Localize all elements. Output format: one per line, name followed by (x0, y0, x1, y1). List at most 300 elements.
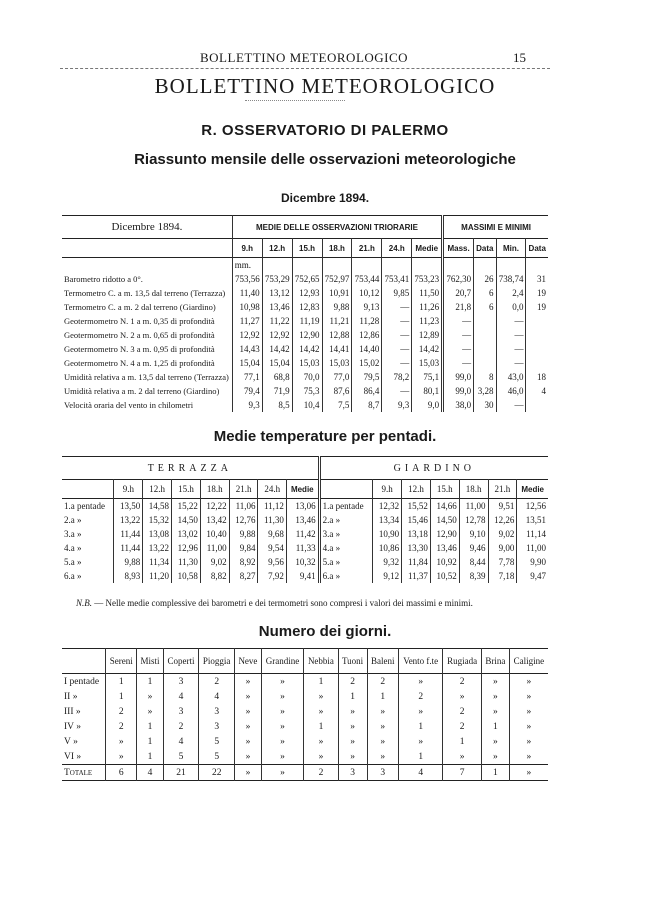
t3-cell: » (509, 719, 548, 734)
t2-terrazza-col: 15.h (172, 480, 201, 499)
t1-cell: — (382, 300, 412, 314)
t2-terrazza-cell: 9,02 (200, 555, 229, 569)
t1-cell: 12,90 (292, 328, 322, 342)
t1-cell: 7,5 (322, 398, 352, 412)
t1-cell: 8,5 (262, 398, 292, 412)
t3-cell: » (338, 734, 367, 749)
t1-cell: — (496, 314, 526, 328)
t1-label-header-blank (62, 239, 232, 258)
t1-row-label: Umidità relativa a m. 2 dal terreno (Giardino) (62, 384, 232, 398)
t2-terrazza-cell: 11,34 (143, 555, 172, 569)
t3-cell: 3 (163, 674, 198, 690)
t3-cell: » (482, 689, 510, 704)
t3-cell: 1 (137, 674, 164, 690)
t3-cell: 2 (443, 674, 482, 690)
t1-cell: 21,8 (443, 300, 474, 314)
t3-cell: 1 (304, 719, 338, 734)
t3-cell: » (443, 749, 482, 765)
t2-giardino-cell: 9,02 (488, 527, 517, 541)
t1-unit-empty (382, 258, 412, 273)
total-row (62, 765, 548, 781)
t2-giardino-col: 9.h (373, 480, 402, 499)
t2-terrazza-cell: 11,30 (172, 555, 201, 569)
t1-col-header: 18.h (322, 239, 352, 258)
t3-cell: 3 (199, 719, 235, 734)
t1-unit-empty (352, 258, 382, 273)
t2-terrazza-cell: 9,84 (229, 541, 258, 555)
t1-cell: 71,9 (262, 384, 292, 398)
running-header: BOLLETTINO METEOROLOGICO (200, 50, 409, 65)
t1-cell: 9,88 (322, 300, 352, 314)
t1-cell: 753,41 (382, 272, 412, 286)
t3-cell: 2 (367, 674, 399, 690)
t3-total-cell: 21 (163, 765, 198, 781)
t1-cell: — (443, 328, 474, 342)
t2-giardino-cell: 10,90 (373, 527, 402, 541)
t2-giardino-cell: 14,50 (430, 513, 459, 527)
t3-cell: » (443, 689, 482, 704)
t1-cell: 753,29 (262, 272, 292, 286)
t1-cell: 11,50 (412, 286, 443, 300)
t1-cell: 13,12 (262, 286, 292, 300)
t2-terrazza-col: 18.h (200, 480, 229, 499)
t1-cell: 10,91 (322, 286, 352, 300)
t1-cell: 6 (474, 286, 496, 300)
t1-unit-empty (443, 258, 474, 273)
t1-col-header: Data (474, 239, 496, 258)
t2-terrazza-cell: 13,22 (114, 513, 143, 527)
t2-terrazza-col: 9.h (114, 480, 143, 499)
t2-giardino-col: 18.h (459, 480, 488, 499)
t3-cell: » (399, 674, 443, 690)
t3-cell: » (261, 719, 304, 734)
t3-cell: » (304, 704, 338, 719)
t1-month-label: Dicembre 1894. (62, 216, 232, 239)
t2-terrazza-cell: 13,22 (143, 541, 172, 555)
t3-total-cell: 6 (106, 765, 137, 781)
t1-cell: 87,6 (322, 384, 352, 398)
t2-terrazza-cell: 9,56 (258, 555, 286, 569)
t3-cell: » (482, 704, 510, 719)
t2-giardino-cell: 7,18 (488, 569, 517, 583)
t2-giardino-cell: 11,14 (517, 527, 548, 541)
t1-cell (526, 342, 548, 356)
t1-cell: 79,4 (232, 384, 262, 398)
t3-total-label: Totale (62, 765, 106, 781)
table-row (62, 370, 548, 384)
t1-cell: — (496, 342, 526, 356)
t1-cell: 14,42 (412, 342, 443, 356)
t1-cell (474, 356, 496, 370)
t3-total-cell: » (261, 765, 304, 781)
t1-unit-blank (62, 258, 232, 273)
t1-cell: 12,92 (262, 328, 292, 342)
t2-terrazza-title: TERRAZZA (147, 462, 232, 474)
t2-terrazza-cell: 9,54 (258, 541, 286, 555)
t1-cell: 12,92 (232, 328, 262, 342)
t1-unit: mm. (232, 258, 262, 273)
t1-cell: — (382, 384, 412, 398)
t2-terrazza-cell: 8,92 (229, 555, 258, 569)
table-row (62, 328, 548, 342)
t2-giardino-cell: 11,37 (402, 569, 431, 583)
t3-cell: » (367, 704, 399, 719)
t3-cell: » (482, 749, 510, 765)
t1-cell: 3,28 (474, 384, 496, 398)
t2-terrazza-cell: 13,06 (286, 499, 319, 514)
t2-giardino-cell: 13,46 (430, 541, 459, 555)
t3-col-header: Neve (235, 649, 262, 674)
t2-terrazza-cell: 14,50 (172, 513, 201, 527)
t1-row-label: Termometro C. a m. 13,5 dal terreno (Terrazza) (62, 286, 232, 300)
table-row (62, 356, 548, 370)
t2-terrazza-cell: 13,42 (200, 513, 229, 527)
t3-cell: » (509, 704, 548, 719)
t1-cell: 2,4 (496, 286, 526, 300)
t2-terrazza-cell: 8,27 (229, 569, 258, 583)
t2-terrazza-cell: 15,22 (172, 499, 201, 514)
t3-row-label: IV » (62, 719, 106, 734)
t3-cell: » (235, 749, 262, 765)
t1-cell: 26 (474, 272, 496, 286)
t1-cell: 11,23 (412, 314, 443, 328)
t3-row-label: VI » (62, 749, 106, 765)
t1-cell: — (382, 314, 412, 328)
t3-col-header: Pioggia (199, 649, 235, 674)
table-row (62, 342, 548, 356)
t1-cell: 14,42 (292, 342, 322, 356)
t3-cell: 2 (443, 704, 482, 719)
t3-cell: 1 (106, 674, 137, 690)
t1-cell: 15,02 (352, 356, 382, 370)
t1-cell: 753,23 (412, 272, 443, 286)
t3-total-cell: 3 (338, 765, 367, 781)
t3-cell: 1 (137, 749, 164, 765)
section-pentadi: Medie temperature per pentadi. (213, 428, 437, 445)
t1-cell: 9,85 (382, 286, 412, 300)
section-giorni: Numero dei giorni. (258, 623, 392, 640)
t2-giardino-cell: 11,00 (517, 541, 548, 555)
header-rule (60, 68, 550, 69)
t3-cell: 4 (199, 689, 235, 704)
t1-unit-empty (262, 258, 292, 273)
t3-cell: » (399, 734, 443, 749)
t3-cell: 2 (106, 719, 137, 734)
t3-col-header: Misti (137, 649, 164, 674)
t1-row-label: Umidità relativa a m. 13,5 dal terreno (Terrazza) (62, 370, 232, 384)
note-prefix: N.B. (76, 598, 93, 608)
t1-cell: 753,44 (352, 272, 382, 286)
t3-cell: 1 (137, 719, 164, 734)
t1-cell: 8,7 (352, 398, 382, 412)
t1-cell (474, 342, 496, 356)
t2-giardino-cell: 13,34 (373, 513, 402, 527)
t3-cell: » (261, 689, 304, 704)
t1-cell: 11,27 (232, 314, 262, 328)
t1-col-header: 24.h (382, 239, 412, 258)
monthly-summary-table (62, 215, 548, 412)
t3-total-cell: » (509, 765, 548, 781)
t1-cell: 4 (526, 384, 548, 398)
t2-terrazza-cell: 13,50 (114, 499, 143, 514)
table-row (62, 734, 548, 749)
t3-total-cell: 3 (367, 765, 399, 781)
t3-cell: 1 (367, 689, 399, 704)
t2-row-label: 3.a » (62, 527, 114, 541)
t3-cell: 2 (399, 689, 443, 704)
t2-giardino-cell: 11,84 (402, 555, 431, 569)
t1-cell: — (382, 342, 412, 356)
t3-cell: » (338, 719, 367, 734)
t1-cell: 9,0 (412, 398, 443, 412)
t2-row-label: 2.a » (62, 513, 114, 527)
t2-terrazza-cell: 9,68 (258, 527, 286, 541)
t1-row-label: Geotermometro N. 2 a m. 0,65 di profondità (62, 328, 232, 342)
t2-terrazza-cell: 12,96 (172, 541, 201, 555)
t2-giardino-cell: 10,92 (430, 555, 459, 569)
t2-giardino-col: Medie (517, 480, 548, 499)
t1-cell: 14,41 (322, 342, 352, 356)
t3-cell: » (106, 749, 137, 765)
t1-cell: 31 (526, 272, 548, 286)
t3-cell: » (338, 704, 367, 719)
t3-cell: » (235, 734, 262, 749)
t3-cell: » (137, 704, 164, 719)
t1-cell: 14,42 (262, 342, 292, 356)
t3-cell: » (137, 689, 164, 704)
t3-cell: » (304, 689, 338, 704)
t2-terrazza-cell: 11,00 (200, 541, 229, 555)
t1-cell: 752,65 (292, 272, 322, 286)
t3-cell: » (367, 734, 399, 749)
t2-giardino-cell: 9,10 (459, 527, 488, 541)
t2-giardino-cell: 9,90 (517, 555, 548, 569)
subtitle: Riassunto mensile delle osservazioni meteorologiche (134, 151, 516, 168)
t2-terrazza-cell: 12,76 (229, 513, 258, 527)
t1-unit-empty (474, 258, 496, 273)
t1-col-header: Medie (412, 239, 443, 258)
table-row (62, 749, 548, 765)
t3-total-cell: 7 (443, 765, 482, 781)
t1-row-label: Velocità oraria del vento in chilometri (62, 398, 232, 412)
t2-row-label-giardino: 1.a pentade (319, 499, 373, 514)
t3-cell: 2 (443, 719, 482, 734)
t1-col-header: 21.h (352, 239, 382, 258)
t2-giardino-cell: 9,51 (488, 499, 517, 514)
t1-cell: 11,19 (292, 314, 322, 328)
t1-cell: 738,74 (496, 272, 526, 286)
t1-cell: 43,0 (496, 370, 526, 384)
t1-cell: 12,83 (292, 300, 322, 314)
t2-giardino-cell: 9,46 (459, 541, 488, 555)
t2-terrazza-cell: 8,82 (200, 569, 229, 583)
t3-cell: » (235, 689, 262, 704)
t2-terrazza-cell: 9,41 (286, 569, 319, 583)
t3-cell: 1 (482, 719, 510, 734)
t2-giardino-col: 21.h (488, 480, 517, 499)
t2-giardino-cell: 9,00 (488, 541, 517, 555)
t1-col-header: Data (526, 239, 548, 258)
pentad-table (62, 456, 548, 583)
t1-cell: 38,0 (443, 398, 474, 412)
table-row (62, 689, 548, 704)
t2-terrazza-cell: 11,44 (114, 527, 143, 541)
table-row (62, 527, 548, 541)
note-text: — Nelle medie complessive dei barometri e dei termometri sono compresi i valori dei massimi e minimi. (94, 598, 473, 608)
t1-cell: 14,40 (352, 342, 382, 356)
t1-cell: 14,43 (232, 342, 262, 356)
t1-col-header: 15.h (292, 239, 322, 258)
t2-terrazza-cell: 13,08 (143, 527, 172, 541)
t1-cell: 46,0 (496, 384, 526, 398)
t3-cell: » (106, 734, 137, 749)
t3-cell: » (509, 674, 548, 690)
t1-cell: 12,88 (322, 328, 352, 342)
t1-cell (526, 356, 548, 370)
t3-cell: 5 (163, 749, 198, 765)
t1-unit-empty (292, 258, 322, 273)
t1-group-medie: MEDIE DELLE OSSERVAZIONI TRIORARIE (255, 222, 418, 232)
t1-cell: 68,8 (262, 370, 292, 384)
t1-cell: 11,21 (322, 314, 352, 328)
t1-cell: 12,93 (292, 286, 322, 300)
t1-cell: — (443, 314, 474, 328)
t1-cell: 11,40 (232, 286, 262, 300)
t2-terrazza-cell: 9,88 (229, 527, 258, 541)
t1-cell: — (496, 398, 526, 412)
t1-cell: 753,56 (232, 272, 262, 286)
t3-cell: 1 (106, 689, 137, 704)
t3-cell: » (509, 689, 548, 704)
table-row (62, 541, 548, 555)
t1-cell (526, 398, 548, 412)
t3-cell: 2 (163, 719, 198, 734)
t2-row-label-giardino: 6.a » (319, 569, 373, 583)
t2-row-label-giardino: 2.a » (319, 513, 373, 527)
t1-cell: 6 (474, 300, 496, 314)
table-row (62, 704, 548, 719)
table-row (62, 272, 548, 286)
t3-row-label: III » (62, 704, 106, 719)
t2-terrazza-cell: 13,46 (286, 513, 319, 527)
t1-row-label: Barometro ridotto a 0°. (62, 272, 232, 286)
table-row (62, 384, 548, 398)
table-row (62, 398, 548, 412)
t1-unit-empty (526, 258, 548, 273)
t3-cell: 1 (304, 674, 338, 690)
t2-terrazza-cell: 11,33 (286, 541, 319, 555)
t2-row-label-giardino: 4.a » (319, 541, 373, 555)
t1-cell: 77,1 (232, 370, 262, 384)
t2-giardino-cell: 13,18 (402, 527, 431, 541)
t1-cell: — (382, 328, 412, 342)
table-row (62, 286, 548, 300)
t2-giardino-cell: 7,78 (488, 555, 517, 569)
t1-cell: 75,1 (412, 370, 443, 384)
table-row (62, 555, 548, 569)
t3-col-header: Sereni (106, 649, 137, 674)
note (76, 598, 473, 608)
t3-cell: » (261, 749, 304, 765)
days-count-table (62, 648, 548, 781)
t2-giardino-cell: 9,32 (373, 555, 402, 569)
t3-cell: 1 (399, 719, 443, 734)
t3-cell: 4 (163, 689, 198, 704)
t1-row-label: Termometro C. a m. 2 dal terreno (Giardino) (62, 300, 232, 314)
t3-cell: » (261, 704, 304, 719)
t1-cell (474, 314, 496, 328)
t1-row-label: Geotermometro N. 4 a m. 1,25 di profondità (62, 356, 232, 370)
t2-terrazza-col: 21.h (229, 480, 258, 499)
t2-giardino-cell: 12,32 (373, 499, 402, 514)
t3-row-label: I pentade (62, 674, 106, 690)
t1-cell: 12,86 (352, 328, 382, 342)
t3-label-blank (62, 649, 106, 674)
t2-terrazza-cell: 7,92 (258, 569, 286, 583)
t2-giardino-cell: 14,66 (430, 499, 459, 514)
t1-cell: 10,12 (352, 286, 382, 300)
t3-total-cell: 22 (199, 765, 235, 781)
t1-cell: 79,5 (352, 370, 382, 384)
t3-col-header: Nebbia (304, 649, 338, 674)
t3-col-header: Coperti (163, 649, 198, 674)
t2-giardino-cell: 10,52 (430, 569, 459, 583)
t2-label-blank (62, 480, 114, 499)
t3-cell: 2 (338, 674, 367, 690)
t3-col-header: Baleni (367, 649, 399, 674)
t1-cell: 10,4 (292, 398, 322, 412)
t1-row-label: Geotermometro N. 3 a m. 0,95 di profondità (62, 342, 232, 356)
t3-cell: 3 (163, 704, 198, 719)
t3-total-cell: 1 (482, 765, 510, 781)
table-row (62, 499, 548, 514)
table-row (62, 300, 548, 314)
observatory-title: R. OSSERVATORIO DI PALERMO (201, 122, 449, 139)
t3-cell: » (399, 704, 443, 719)
t3-cell: 1 (338, 689, 367, 704)
t3-total-cell: 2 (304, 765, 338, 781)
t1-cell: 99,0 (443, 384, 474, 398)
t2-terrazza-cell: 11,30 (258, 513, 286, 527)
t1-cell: 9,3 (382, 398, 412, 412)
t2-terrazza-cell: 11,12 (258, 499, 286, 514)
t3-total-cell: 4 (399, 765, 443, 781)
t1-cell: 8 (474, 370, 496, 384)
t2-giardino-cell: 10,86 (373, 541, 402, 555)
t3-col-header: Tuoni (338, 649, 367, 674)
t3-total-cell: 4 (137, 765, 164, 781)
t2-terrazza-col: 24.h (258, 480, 286, 499)
t2-row-label-giardino: 3.a » (319, 527, 373, 541)
t2-giardino-cell: 15,46 (402, 513, 431, 527)
table-row (62, 513, 548, 527)
t3-col-header: Vento f.te (399, 649, 443, 674)
t3-cell: » (235, 719, 262, 734)
t2-giardino-title: GIARDINO (319, 457, 548, 480)
t1-unit-empty (412, 258, 443, 273)
t2-terrazza-cell: 11,20 (143, 569, 172, 583)
t2-row-label: 4.a » (62, 541, 114, 555)
t3-cell: 5 (199, 734, 235, 749)
t2-terrazza-cell: 13,02 (172, 527, 201, 541)
t1-cell: 11,28 (352, 314, 382, 328)
t1-cell: 80,1 (412, 384, 443, 398)
t2-terrazza-cell: 11,44 (114, 541, 143, 555)
t1-cell: 762,30 (443, 272, 474, 286)
t3-cell: » (261, 734, 304, 749)
t2-terrazza-cell: 15,32 (143, 513, 172, 527)
t2-giardino-col: 15.h (430, 480, 459, 499)
